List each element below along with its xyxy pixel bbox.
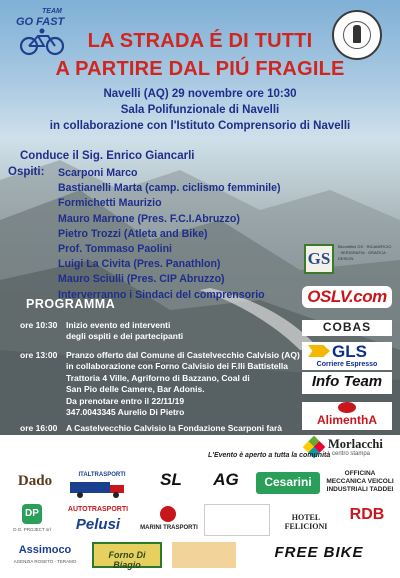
dg-project-sponsor-logo: [10, 504, 54, 536]
guest-item: Mauro Sciulli (Pres. CIP Abruzzo): [58, 273, 225, 286]
guest-item: Bastianelli Marta (camp. ciclismo femminile): [58, 182, 281, 195]
gs-sponsor-logo: [302, 244, 392, 278]
assimoco-logo-subtext: AGENZIA ROSETO · TERAMO: [13, 559, 77, 564]
alimentha-logo-text: AlimenthA: [317, 413, 377, 427]
forno-sponsor-logo: [92, 542, 162, 568]
cesarini-logo-text: Cesarini: [264, 475, 312, 489]
hotel-logo-text: HOTEL FELICIONI: [284, 513, 328, 531]
sl-cycling-sponsor-logo: [146, 468, 196, 500]
guest-item: Formichetti Maurizio: [58, 197, 162, 210]
forno-logo-text: Forno Di Biagio: [108, 550, 146, 570]
italtrasporti-sponsor-logo: [66, 468, 138, 500]
pelusi-logo-text: Pelusi: [75, 516, 121, 533]
infoteam-logo-text: Info Team: [311, 373, 383, 390]
alimentha-leaf-icon: [338, 402, 356, 413]
program-line: Inizio evento ed interventi: [66, 320, 171, 330]
program-time: ore 16:00: [20, 423, 58, 433]
program-text: [66, 423, 311, 446]
team-small-label: TEAM: [42, 8, 62, 15]
gs-logo-mark: GS: [304, 244, 334, 274]
title-line-2: A PARTIRE DAL PIÚ FRAGILE: [55, 58, 345, 80]
host-line: Conduce il Sig. Enrico Giancarli: [20, 150, 195, 162]
dado-sponsor-logo: [8, 468, 62, 500]
infoteam-sponsor-logo: [302, 372, 392, 394]
cesarini-sponsor-logo: [256, 472, 320, 494]
ag-logo-text: AG: [213, 470, 239, 489]
program-line: A Castelvecchio Calvisio la Fondazione Scarponi farà: [66, 423, 283, 433]
dp-logo-subtext: D.G. PROJECT srl: [13, 527, 51, 532]
rdb-sponsor-logo: [342, 504, 392, 536]
title-line-1: LA STRADA É DI TUTTI: [87, 30, 313, 52]
program-text: [66, 320, 311, 343]
gls-sponsor-logo: [302, 342, 392, 370]
gls-arrow-icon: [308, 345, 330, 357]
free-bike-logo-text: FREE BIKE: [274, 544, 364, 561]
program-title: PROGRAMMA: [26, 297, 116, 311]
hotel-felicioni-sponsor-logo: [276, 504, 336, 536]
italtrasporti-logo-text: ITALTRASPORTI: [78, 472, 126, 478]
program-line: un dibattito sulla sicurezza stradale: [66, 434, 210, 445]
event-venue: Sala Polifunzionale di Navelli: [120, 104, 280, 116]
program-line: degli ospiti e dei partecipanti: [66, 331, 184, 342]
gls-logo-subtext: Corriere Espresso: [316, 361, 378, 368]
program-time: ore 13:00: [20, 350, 58, 360]
guest-item: Pietro Trozzi (Atleta and Bike): [58, 227, 208, 240]
guest-item: Scarponi Marco: [58, 167, 138, 179]
pelusi-logo-subtext: AUTOTRASPORTI: [67, 506, 129, 513]
dp-logo-mark: DP: [22, 504, 42, 524]
program-line: Da prenotare entro il 22/11/19: [66, 395, 185, 406]
program-text: [66, 350, 311, 418]
oslv-sponsor-logo: [302, 286, 392, 308]
morlacchi-logo-text: Morlacchi: [328, 437, 383, 451]
program-line: in collaborazione con Forno Calvisio dei F.lli Battistella: [66, 361, 288, 372]
officina-logo-text: OFFICINA MECCANICA VEICOLI INDUSTRIALI TADDEI: [326, 470, 394, 493]
free-bike-sponsor-logo: [246, 544, 392, 564]
marini-logo-text: MARINI TRASPORTI: [140, 525, 198, 531]
cobas-logo-text: COBAS: [322, 320, 372, 334]
marini-trasporti-sponsor-logo: [140, 504, 198, 536]
marini-swirl-icon: [160, 506, 176, 522]
guest-item: Interverranno i Sindaci del comprensorio: [58, 288, 265, 301]
ag-sponsor-logo: [204, 468, 248, 500]
gls-logo-text: GLS: [332, 342, 367, 361]
program-time: ore 10:30: [20, 320, 58, 330]
morlacchi-logo-subtext: centro stampa: [332, 451, 371, 457]
guests-list: [58, 166, 281, 303]
guests-label: Ospiti:: [8, 166, 45, 178]
sl-logo-text: SL: [160, 470, 182, 489]
truck-icon: [70, 480, 130, 498]
web-agency-sponsor-logo: [204, 504, 270, 536]
bottom-sponsors: [0, 464, 400, 578]
sapori-sponsor-logo: [172, 542, 236, 568]
program-line: 347.0043345 Aurelio Di Pietro: [66, 407, 185, 418]
rdb-logo-text: RDB: [349, 506, 385, 523]
team-name-label: GO FAST: [16, 16, 65, 28]
program-line: Pranzo offerto dal Comune di Castelvecchio Calvisio (AQ): [66, 350, 300, 360]
event-date-time: Navelli (AQ) 29 novembre ore 10:30: [103, 88, 297, 100]
oslv-logo-text: OSLV.com: [307, 287, 387, 306]
alimentha-sponsor-logo: [302, 402, 392, 430]
pelusi-sponsor-logo: [60, 504, 136, 536]
gs-logo-text: Bicomfitini GS · RICAMIFICIO · SERIGRAFIA · GRAFICA DESIGN: [338, 244, 392, 261]
program-line: San Pio delle Camere, Bar Adonis.: [66, 384, 205, 395]
event-open-note: L'Evento è aperto a tutta la comunità: [208, 452, 331, 459]
guest-item: Luigi La Civita (Pres. Panathlon): [58, 258, 221, 271]
officina-taddei-sponsor-logo: [326, 468, 394, 500]
assimoco-logo-text: Assimoco: [18, 544, 72, 556]
program-line: Trattoria 4 Ville, Agriforno di Bazzano, Coal di: [66, 372, 250, 383]
cobas-sponsor-logo: [302, 320, 392, 336]
guest-item: Mauro Marrone (Pres. F.C.I.Abruzzo): [58, 212, 240, 225]
event-collaboration: in collaborazione con l'Istituto Comprensorio di Navelli: [49, 120, 351, 132]
dado-logo-text: Dado: [17, 473, 53, 489]
assimoco-sponsor-logo: [6, 540, 84, 572]
guest-item: Prof. Tommaso Paolini: [58, 242, 172, 255]
